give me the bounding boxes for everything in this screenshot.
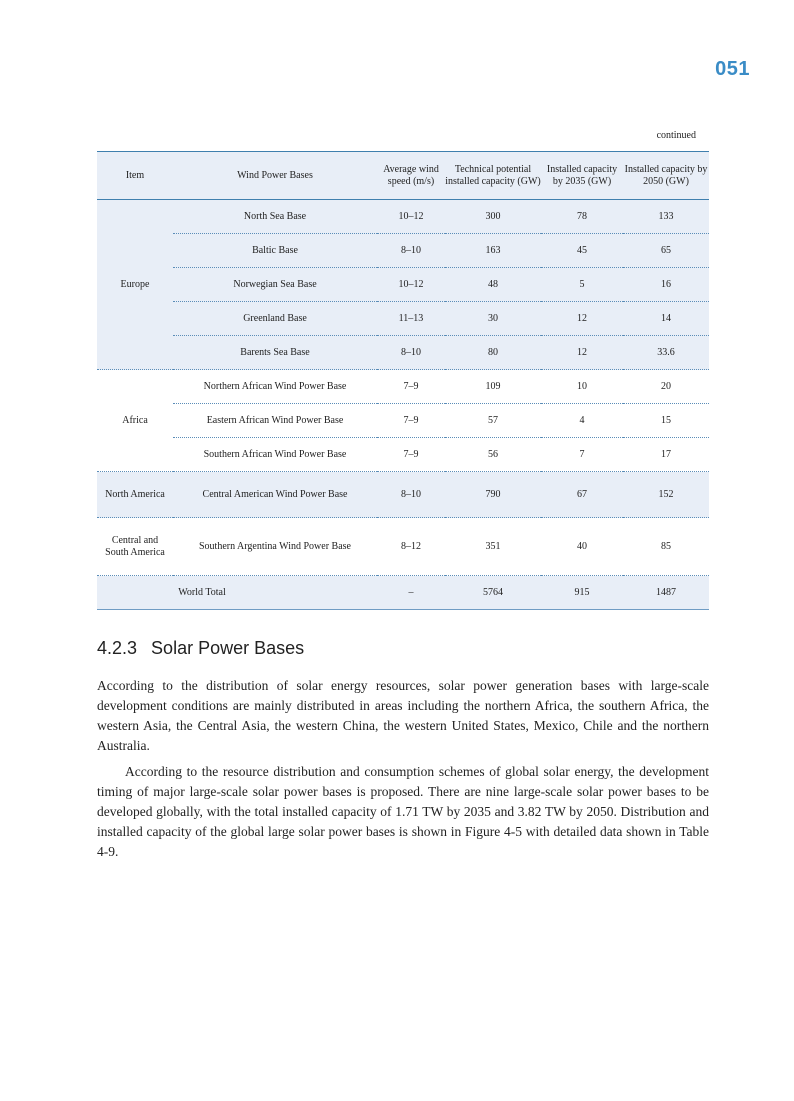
technical-potential: 109 — [445, 370, 541, 404]
table-row — [97, 200, 709, 234]
capacity-2035: 45 — [541, 234, 623, 268]
table-row — [97, 268, 709, 302]
table-row — [97, 234, 709, 268]
wind-speed: 10–12 — [377, 200, 445, 234]
wind-speed: 8–10 — [377, 336, 445, 370]
header-base: Wind Power Bases — [173, 152, 377, 200]
technical-potential: 48 — [445, 268, 541, 302]
base-name: Southern Argentina Wind Power Base — [173, 518, 377, 576]
capacity-2050: 14 — [623, 302, 709, 336]
capacity-2050: 33.6 — [623, 336, 709, 370]
technical-potential: 57 — [445, 404, 541, 438]
capacity-2035: 12 — [541, 302, 623, 336]
capacity-2035: 10 — [541, 370, 623, 404]
capacity-2050: 65 — [623, 234, 709, 268]
capacity-2035: 12 — [541, 336, 623, 370]
technical-potential: 351 — [445, 518, 541, 576]
table-row — [97, 518, 709, 576]
total-label: World Total — [97, 576, 377, 610]
capacity-2035: 40 — [541, 518, 623, 576]
base-name: North Sea Base — [173, 200, 377, 234]
section-title: Solar Power Bases — [151, 638, 305, 658]
base-name: Norwegian Sea Base — [173, 268, 377, 302]
capacity-2035: 67 — [541, 472, 623, 518]
wind-speed: 8–12 — [377, 518, 445, 576]
table-row — [97, 404, 709, 438]
total-cap2035: 915 — [541, 576, 623, 610]
section-number: 4.2.3 — [97, 638, 138, 658]
technical-potential: 80 — [445, 336, 541, 370]
base-name: Eastern African Wind Power Base — [173, 404, 377, 438]
paragraph: According to the resource distribution and consumption schemes of global solar energy, the development timing of major large-scale solar power bases is proposed. There are nine large-scale solar power bases to be developed globally, with the total installed capacity of 1.71 TW by 2035 and 3.82 TW by 2050. Distribution and installed capacity of the global large solar power bases is shown in Figure 4-5 with detailed data shown in Table 4-9. — [97, 764, 709, 859]
capacity-2050: 152 — [623, 472, 709, 518]
header-cap2050: Installed capacity by 2050 (GW) — [623, 152, 709, 200]
total-cap2050: 1487 — [623, 576, 709, 610]
group-label-central-south-america: Central and South America — [97, 518, 173, 576]
base-name: Northern African Wind Power Base — [173, 370, 377, 404]
capacity-2050: 15 — [623, 404, 709, 438]
wind-speed: 10–12 — [377, 268, 445, 302]
capacity-2035: 7 — [541, 438, 623, 472]
page-number: 051 — [715, 58, 750, 80]
group-label-north-america: North America — [97, 472, 173, 518]
total-speed: – — [377, 576, 445, 610]
capacity-2050: 16 — [623, 268, 709, 302]
capacity-2050: 17 — [623, 438, 709, 472]
wind-speed: 7–9 — [377, 438, 445, 472]
wind-speed: 8–10 — [377, 472, 445, 518]
base-name: Southern African Wind Power Base — [173, 438, 377, 472]
table-row — [97, 438, 709, 472]
table-row — [97, 336, 709, 370]
capacity-2050: 133 — [623, 200, 709, 234]
table-continued-label: continued — [656, 130, 696, 141]
capacity-2050: 20 — [623, 370, 709, 404]
table-total-row — [97, 576, 709, 610]
base-name: Central American Wind Power Base — [173, 472, 377, 518]
total-potential: 5764 — [445, 576, 541, 610]
group-label-africa: Africa — [97, 370, 173, 472]
wind-speed: 7–9 — [377, 370, 445, 404]
table-row — [97, 472, 709, 518]
base-name: Baltic Base — [173, 234, 377, 268]
table-row — [97, 370, 709, 404]
wind-speed: 7–9 — [377, 404, 445, 438]
capacity-2035: 4 — [541, 404, 623, 438]
paragraph: According to the distribution of solar energy resources, solar power generation bases with large-scale development conditions are mainly distributed in areas including the northern Africa, the southern Africa, the western Asia, the Central Asia, the western China, the western United States, Mexico, Chile and the northern Australia. — [97, 678, 709, 753]
technical-potential: 30 — [445, 302, 541, 336]
base-name: Greenland Base — [173, 302, 377, 336]
wind-power-bases-table — [97, 151, 709, 610]
base-name: Barents Sea Base — [173, 336, 377, 370]
technical-potential: 163 — [445, 234, 541, 268]
header-potential: Technical potential installed capacity (GW) — [445, 152, 541, 200]
section-heading — [97, 638, 304, 659]
technical-potential: 56 — [445, 438, 541, 472]
technical-potential: 300 — [445, 200, 541, 234]
wind-speed: 8–10 — [377, 234, 445, 268]
header-cap2035: Installed capacity by 2035 (GW) — [541, 152, 623, 200]
table-header-row — [97, 152, 709, 200]
header-speed: Average wind speed (m/s) — [377, 152, 445, 200]
table-row — [97, 302, 709, 336]
capacity-2035: 78 — [541, 200, 623, 234]
technical-potential: 790 — [445, 472, 541, 518]
wind-speed: 11–13 — [377, 302, 445, 336]
capacity-2035: 5 — [541, 268, 623, 302]
header-item: Item — [97, 152, 173, 200]
capacity-2050: 85 — [623, 518, 709, 576]
group-label-europe: Europe — [97, 200, 173, 370]
